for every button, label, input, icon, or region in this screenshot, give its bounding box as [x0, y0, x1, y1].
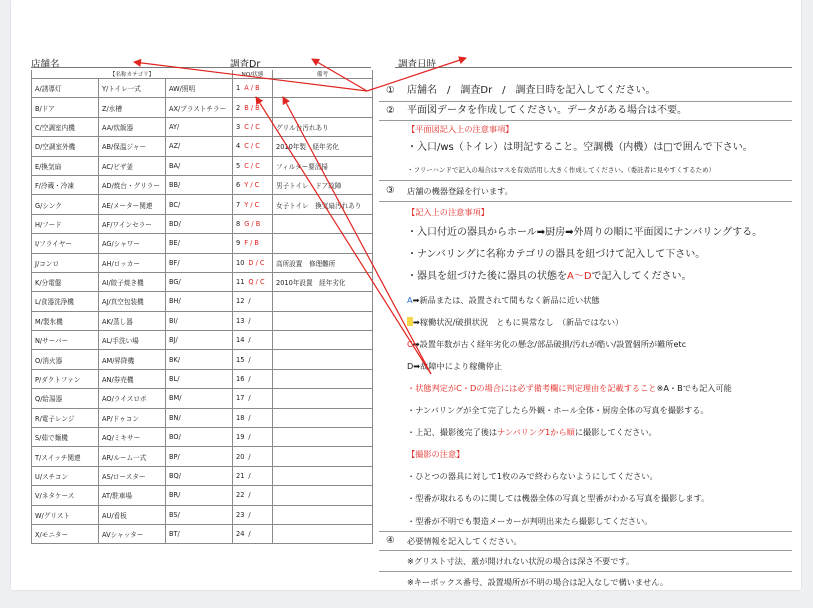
category-cell: S/茹で麺機 — [32, 428, 99, 447]
category-header: 【名称カテゴリ】 — [32, 70, 233, 79]
store-name-label: 店舗名 — [31, 59, 60, 70]
row-number: 21 — [236, 472, 245, 480]
category-cell: G/シンク — [32, 195, 99, 214]
text-part: ・上記、撮影後完了後は — [407, 427, 498, 437]
row-number: 24 — [236, 530, 245, 539]
state-value: / — [248, 433, 251, 442]
instruction-text: ・ナンバリングが全て完了したら外観・ホール全体・厨房全体の写真を撮影する。 — [407, 405, 709, 415]
row-number: 19 — [236, 433, 245, 442]
floorplan-notes-heading: 【平面図記入上の注意事項】 — [407, 124, 514, 134]
category-cell: BK/ — [166, 350, 233, 369]
state-a-letter: A — [407, 295, 413, 305]
state-value: / — [248, 316, 251, 325]
category-cell: BH/ — [166, 292, 233, 311]
remark-cell: フィルター要清掃 — [273, 156, 373, 175]
state-range: A〜D — [567, 271, 592, 282]
category-cell: BE/ — [166, 234, 233, 253]
category-cell: D/空調室外機 — [32, 137, 99, 156]
remark-cell: 高所設置 修理難所 — [273, 253, 373, 272]
category-cell: B/ドア — [32, 98, 99, 117]
category-cell: AS/ロースター — [99, 466, 166, 485]
instruction-text: ・型番が取れるものに関しては機器全体の写真と型番がわかる写真を撮影します。 — [407, 493, 710, 503]
row-number: 15 — [236, 355, 245, 364]
state-c-letter: C — [407, 339, 413, 349]
category-cell: BO/ — [166, 428, 233, 447]
instruction-text: ・フリーハンドで記入の場合はマスを有効活用し大きく作成してください。（委託者に見やすくするため） — [407, 166, 716, 174]
surveyor-label: 調査Dr — [230, 59, 261, 70]
category-cell: I/フライヤー — [32, 234, 99, 253]
instruction-text: ※キーボックス番号、設置場所が不明の場合は記入なしで構いません。 — [407, 577, 669, 587]
row-number: 18 — [236, 413, 245, 422]
category-cell: K/分電盤 — [32, 272, 99, 291]
arrow-to-surveyor — [312, 59, 367, 91]
remark-cell: 2010年製 経年劣化 — [273, 137, 373, 156]
arrow-to-survey-date — [367, 58, 466, 91]
remarks-header: 備考 — [273, 70, 373, 79]
category-cell: BG/ — [166, 272, 233, 291]
category-cell: R/電子レンジ — [32, 408, 99, 427]
state-value: / — [248, 394, 251, 403]
entry-notes-heading: 【記入上の注意事項】 — [407, 207, 489, 217]
row-number: 11 — [236, 278, 245, 287]
survey-date-label: 調査日時 — [398, 59, 437, 70]
category-cell: BS/ — [166, 505, 233, 524]
row-number: 13 — [236, 316, 245, 325]
category-cell: BJ/ — [166, 331, 233, 350]
category-cell: W/グリスト — [32, 505, 99, 524]
category-cell: BC/ — [166, 195, 233, 214]
category-cell: AN/券売機 — [99, 369, 166, 388]
state-value: / — [248, 510, 251, 519]
category-cell: AR/ルーム一式 — [99, 447, 166, 466]
instruction-text: 店舗名 / 調査Dr / 調査日時を記入してください。 — [407, 85, 656, 96]
survey-sheet — [11, 0, 801, 590]
state-value: / — [248, 297, 251, 306]
category-cell: AB/保温ジャー — [99, 137, 166, 156]
text-part: ナンバリング1から順 — [497, 427, 575, 437]
row-number: 10 — [236, 258, 245, 267]
state-value: B / B — [244, 103, 260, 112]
category-cell: AF/ワインセラー — [99, 214, 166, 233]
text-part: ・状態判定がC・Dの場合には必ず備考欄に判定理由を記載すること — [407, 383, 657, 393]
state-value: G / B — [244, 219, 261, 228]
instruction-text: ・型番が不明でも製造メーカーが判明出来たら撮影してください。 — [407, 516, 653, 526]
state-value: D / C — [248, 258, 265, 267]
category-cell: AX/ブラストチラー — [166, 98, 233, 117]
category-cell: AK/蒸し器 — [99, 311, 166, 330]
category-cell: H/フード — [32, 214, 99, 233]
text-part: ➡新品または、設置されて間もなく新品に近い状態 — [412, 295, 600, 305]
category-cell: AU/看板 — [99, 505, 166, 524]
row-number: 1 — [236, 84, 241, 93]
category-cell: BQ/ — [166, 466, 233, 485]
state-value: C / C — [244, 161, 260, 170]
row-number: 8 — [236, 219, 241, 228]
category-cell: E/換気扇 — [32, 156, 99, 175]
state-value: / — [248, 472, 251, 480]
no-state-header: NO/状態 — [233, 70, 273, 79]
category-cell: T/スイッチ関連 — [32, 447, 99, 466]
instruction-text: ※グリスト寸法、蓋が開けれない状況の場合は深さ不要です。 — [407, 556, 635, 566]
step-number: ③ — [386, 185, 395, 196]
category-cell: AT/駐車場 — [99, 486, 166, 505]
state-value: / — [248, 491, 251, 500]
row-number: 2 — [236, 103, 241, 112]
instruction-text: 必要情報を記入してください。 — [407, 536, 522, 546]
category-cell: AC/ビザ釜 — [99, 156, 166, 175]
arrow-to-store-name — [134, 62, 367, 91]
category-cell: P/ダクトファン — [32, 369, 99, 388]
remark-cell: 2010年設置 経年劣化 — [273, 272, 373, 291]
instruction-text: 店舗の機器登録を行います。 — [407, 186, 513, 196]
category-cell: Y/トイレ一式 — [99, 79, 166, 98]
category-cell: Z/水槽 — [99, 98, 166, 117]
arrow-to-remarks-column — [283, 97, 431, 374]
instruction-text: ・ひとつの器具に対して1枚のみで終わらないようにしてください。 — [407, 471, 658, 481]
annotation-arrows — [11, 0, 801, 590]
instruction-text: 平面図データを作成してください。データがある場合は不要。 — [407, 105, 687, 116]
text-part: ・器具を紐づけた後に器具の状態を — [407, 271, 567, 282]
category-cell: AA/炊飯器 — [99, 117, 166, 136]
category-cell: C/空調室内機 — [32, 117, 99, 136]
category-cell: AM/昇降機 — [99, 350, 166, 369]
text-part: ※A・Bでも記入可能 — [656, 383, 732, 393]
category-cell: AH/ロッカー — [99, 253, 166, 272]
state-value: / — [248, 336, 251, 345]
category-cell: AZ/ — [166, 137, 233, 156]
state-value: / — [248, 355, 251, 364]
state-value: Y / C — [244, 200, 260, 209]
category-cell: V/ネタケース — [32, 486, 99, 505]
row-number: 6 — [236, 181, 241, 190]
state-value: F / B — [244, 239, 259, 248]
state-value: / — [248, 413, 251, 422]
category-cell: AL/手洗い場 — [99, 331, 166, 350]
category-cell: BL/ — [166, 369, 233, 388]
category-cell: AI/餃子焼き機 — [99, 272, 166, 291]
state-value: C / C — [244, 142, 260, 151]
remark-cell: 男子トイレ ドア故障 — [273, 175, 373, 194]
category-cell: AO/ライスロボ — [99, 389, 166, 408]
category-cell: AG/シャワー — [99, 234, 166, 253]
remark-cell: 女子トイレ 換気扇汚れあり — [273, 195, 373, 214]
category-cell: AJ/真空包装機 — [99, 292, 166, 311]
remark-cell: グリル台汚れあり — [273, 117, 373, 136]
instruction-text: ・入口付近の器具からホール➡厨房➡外周りの順に平面図にナンバリングする。 — [407, 227, 763, 238]
step-number: ② — [386, 105, 395, 116]
category-cell: BP/ — [166, 447, 233, 466]
row-number: 22 — [236, 491, 245, 500]
category-cell: X/モニター — [32, 524, 99, 543]
category-cell: BI/ — [166, 311, 233, 330]
state-d-description: D➡故障中により稼働停止 — [407, 361, 503, 371]
row-number: 7 — [236, 200, 241, 209]
category-cell: BM/ — [166, 389, 233, 408]
category-cell: AVシャッター — [99, 524, 166, 543]
state-value: / — [248, 452, 251, 461]
state-value: Y / C — [244, 181, 260, 190]
category-cell: AQ/ミキサー — [99, 428, 166, 447]
row-number: 3 — [236, 122, 241, 131]
arrow-to-state-column — [256, 97, 431, 374]
row-number: 4 — [236, 142, 241, 151]
category-cell: AD/焼台・グリラー — [99, 175, 166, 194]
text-part: ➡稼働状況/破損状況 ともに異常なし （新品ではない） — [413, 317, 624, 327]
category-cell: O/消火器 — [32, 350, 99, 369]
step-number: ① — [386, 85, 395, 96]
state-value: / — [248, 530, 251, 539]
category-cell: BD/ — [166, 214, 233, 233]
row-number: 23 — [236, 510, 245, 519]
category-cell: BR/ — [166, 486, 233, 505]
category-cell: BN/ — [166, 408, 233, 427]
step-number: ④ — [386, 535, 395, 546]
category-cell: BA/ — [166, 156, 233, 175]
instruction-text: ・ナンバリングに名称カテゴリの器具を紐づけて記入して下さい。 — [407, 249, 706, 260]
state-value: A / B — [244, 84, 260, 93]
category-cell: F/冷蔵・冷凍 — [32, 175, 99, 194]
photo-notes-heading: 【撮影の注意】 — [407, 449, 465, 459]
state-value: Q / C — [248, 278, 265, 287]
category-cell: L/食器洗浄機 — [32, 292, 99, 311]
row-number: 14 — [236, 336, 245, 345]
row-number: 20 — [236, 452, 245, 461]
category-cell: AW/照明 — [166, 79, 233, 98]
row-number: 16 — [236, 375, 245, 384]
category-cell: M/製氷機 — [32, 311, 99, 330]
row-number: 12 — [236, 297, 245, 306]
instruction-text: ・入口/ws（トイレ）は明記すること。空調機（内機）は□で囲んで下さい。 — [407, 142, 753, 153]
category-cell: N/サーバー — [32, 331, 99, 350]
text-part: に撮影してください。 — [574, 427, 657, 437]
category-cell: AY/ — [166, 117, 233, 136]
category-cell: J/コンロ — [32, 253, 99, 272]
category-cell: U/スチコン — [32, 466, 99, 485]
category-cell: BF/ — [166, 253, 233, 272]
text-part: で記入してください。 — [591, 271, 692, 282]
category-cell: BT/ — [166, 524, 233, 543]
row-number: 9 — [236, 239, 241, 248]
state-value: C / C — [244, 122, 260, 131]
category-cell: BB/ — [166, 175, 233, 194]
text-part: ➡設置年数が古く経年劣化の懸念/部品破損/汚れが酷い/設置個所が難所etc — [412, 339, 687, 349]
row-number: 17 — [236, 394, 245, 403]
category-cell: Q/給湯器 — [32, 389, 99, 408]
category-cell: AP/ドゥコン — [99, 408, 166, 427]
state-value: / — [248, 375, 251, 384]
category-cell: A/誘導灯 — [32, 79, 99, 98]
category-cell: AE/メーター関連 — [99, 195, 166, 214]
row-number: 5 — [236, 161, 241, 170]
